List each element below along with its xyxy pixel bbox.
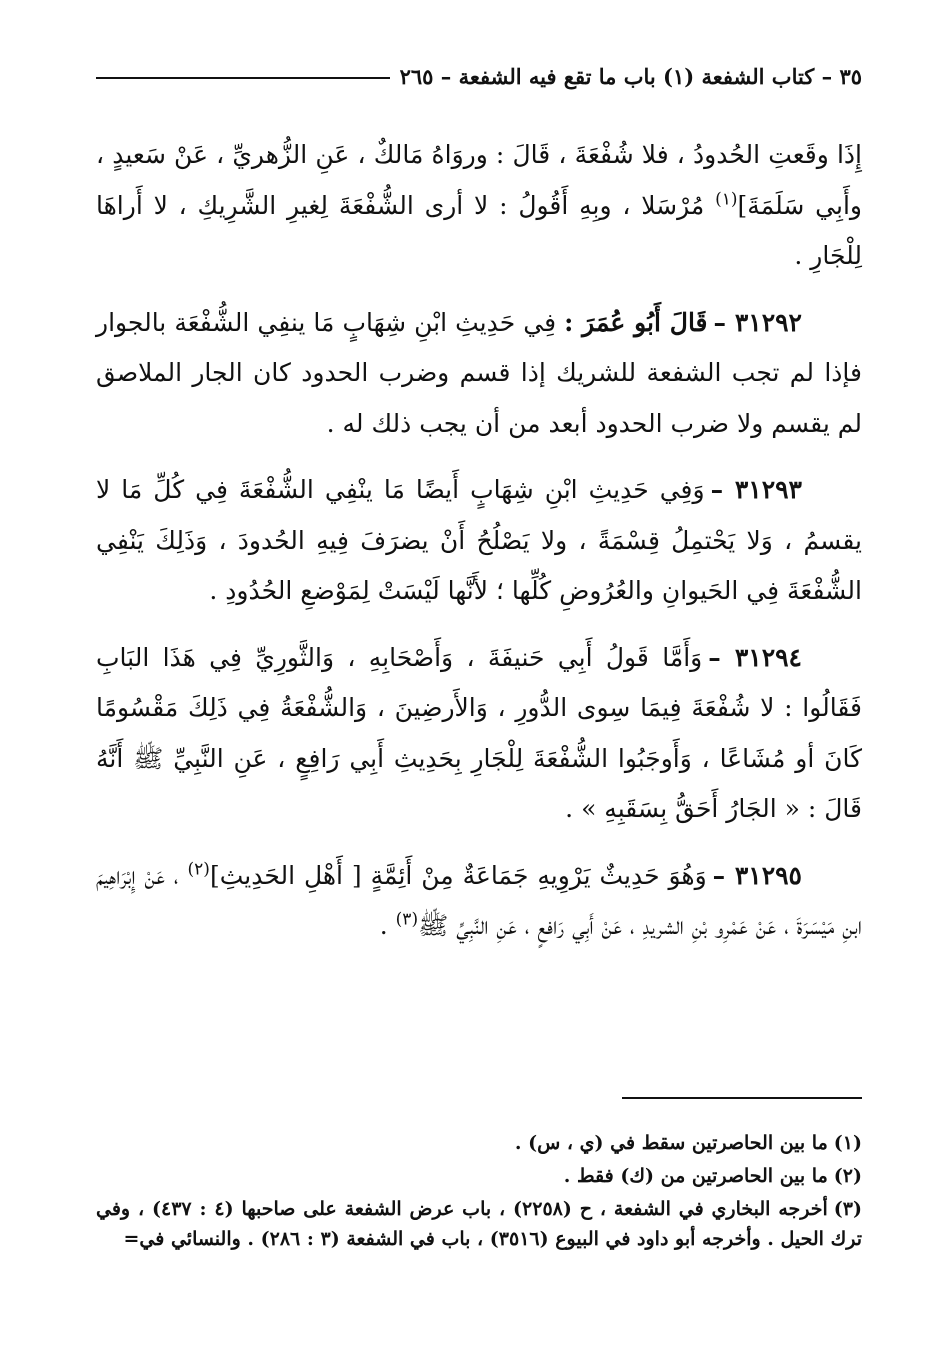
main-text bbox=[96, 130, 862, 968]
footnote-text: ما بين الحاصرتين من (ك) فقط . bbox=[563, 1165, 828, 1187]
paragraph-text: ، عَنْ إِبْرَاهِيمَ ابنِ مَيْسَرَةَ ، عَنْ عَمْرِو بْنِ الشريدِ ، عَنْ أَبِي رَافعٍ ، عَنِ النَّبِيِّ ﷺ bbox=[96, 860, 862, 940]
footnote-2 bbox=[96, 1161, 862, 1191]
footnote-ref-3: (٣) bbox=[395, 909, 419, 930]
paragraph-text: فِي حَدِيثِ ابْنِ شِهَابٍ مَا ينفِي الشُّفْعَة بالجوار فإذا لم تجب الشفعة للشريك إذا قسم وضرب الحدود كان الجار الملاصق لم يقسم ولا ضرب الحدود أبعد من أن يجب ذلك له . bbox=[96, 307, 862, 438]
paragraph-text: وَهُوَ حَدِيثٌ يَرْوِيهِ جَمَاعَةٌ مِنْ أَئِمَّةٍ [ أَهْلِ الحَدِيثِ] bbox=[209, 860, 707, 890]
paragraph-text: إِذَا وقَعتِ الحُدودُ ، فلا شُفْعَةَ ، قَالَ : وروَاهُ مَالكٌ ، عَنِ الزُّهريِّ ، عَنْ سَعيدٍ ، وأَبِي سَلَمَةَ] bbox=[96, 140, 862, 220]
paragraph-number: ٣١٢٩٣ – bbox=[710, 475, 802, 504]
header-rule bbox=[96, 77, 390, 79]
paragraph-1 bbox=[96, 130, 862, 282]
footnote-ref-2: (٢) bbox=[187, 859, 210, 880]
paragraph-lead: قَالَ أَبُو عُمَرَ : bbox=[564, 307, 708, 337]
paragraph-text: وَأَمَّا قَولُ أَبِي حَنيفَةَ ، وَأَصْحَابِهِ ، وَالثَّورِيِّ فِي هَذَا البَابِ فَقَالُوا : لا شُفْعَةَ فِيمَا سِوى الدُّورِ ، وَالأَرضِينَ ، وَالشُّفْعَةُ فِي ذَلِكَ مَقْسُومًا كَانَ أو مُشَاعًا ، وَأَوجَبُوا الشُّفْعَةَ لِلْجَارِ بِحَدِيثِ أَبِي رَافِعٍ ، عَنِ النَّبِيِّ ﷺ أَنَّهُ قَالَ : « الجَارُ أَحَقُّ بِسَقَبِهِ » . bbox=[96, 642, 862, 823]
footnote-separator bbox=[622, 1097, 862, 1099]
footnote-number: (٣) bbox=[833, 1198, 862, 1220]
paragraph-31293 bbox=[96, 465, 862, 617]
footnote-1 bbox=[96, 1128, 862, 1158]
paragraph-number: ٣١٢٩٢ – bbox=[713, 307, 802, 337]
paragraph-number: ٣١٢٩٤ – bbox=[708, 642, 802, 672]
paragraph-31294 bbox=[96, 633, 862, 835]
paragraph-text: . bbox=[379, 911, 396, 940]
paragraph-number: ٣١٢٩٥ – bbox=[712, 860, 802, 890]
footnotes bbox=[96, 1128, 862, 1257]
page-header bbox=[96, 56, 862, 96]
footnote-text: أخرجه البخاري في الشفعة ، ح (٢٢٥٨) ، باب عرض الشفعة على صاحبها (٤ : ٤٣٧) ، وفي ترك الحيل . وأخرجه أبو داود في البيوع (٣٥١٦) ، باب في الشفعة (٣ : ٢٨٦) . والنسائي في= bbox=[96, 1198, 862, 1250]
footnote-number: (٢) bbox=[833, 1165, 862, 1187]
paragraph-31295 bbox=[96, 851, 862, 952]
paragraph-31292 bbox=[96, 298, 862, 450]
footnote-ref-1: (١) bbox=[715, 189, 738, 210]
footnote-text: ما بين الحاصرتين سقط في (ي ، س) . bbox=[514, 1132, 828, 1154]
footnote-number: (١) bbox=[833, 1132, 862, 1154]
footnote-3 bbox=[96, 1194, 862, 1254]
paragraph-text: وَفِي حَدِيثِ ابْنِ شِهَابٍ أَيضًا مَا ينْفِي الشُّفْعَةَ فِي كُلِّ مَا لا يقسمُ ، وَلا يَحْتمِلُ قِسْمَةً ، ولا يَصْلُحُ أَنْ يضرَفَ فِيهِ الحُدودَ ، وَذَلِكَ يَنْفِي الشُّفْعَةَ فِي الحَيوانِ والعُرُوضِ كُلِّها ؛ لأَنَّها لَيْسَتْ لِمَوْضعِ الحُدُودِ . bbox=[96, 475, 862, 605]
running-head: ٣٥ – كتاب الشفعة (١) باب ما تقع فيه الشفعة – ٢٦٥ bbox=[399, 63, 862, 89]
paragraph-text: مُرْسَلا ، وبِهِ أَقُولُ : لا أرى الشُّفْعَةَ لِغيرِ الشَّرِيكِ ، لا أَراهَا لِلْجَارِ . bbox=[96, 190, 862, 270]
